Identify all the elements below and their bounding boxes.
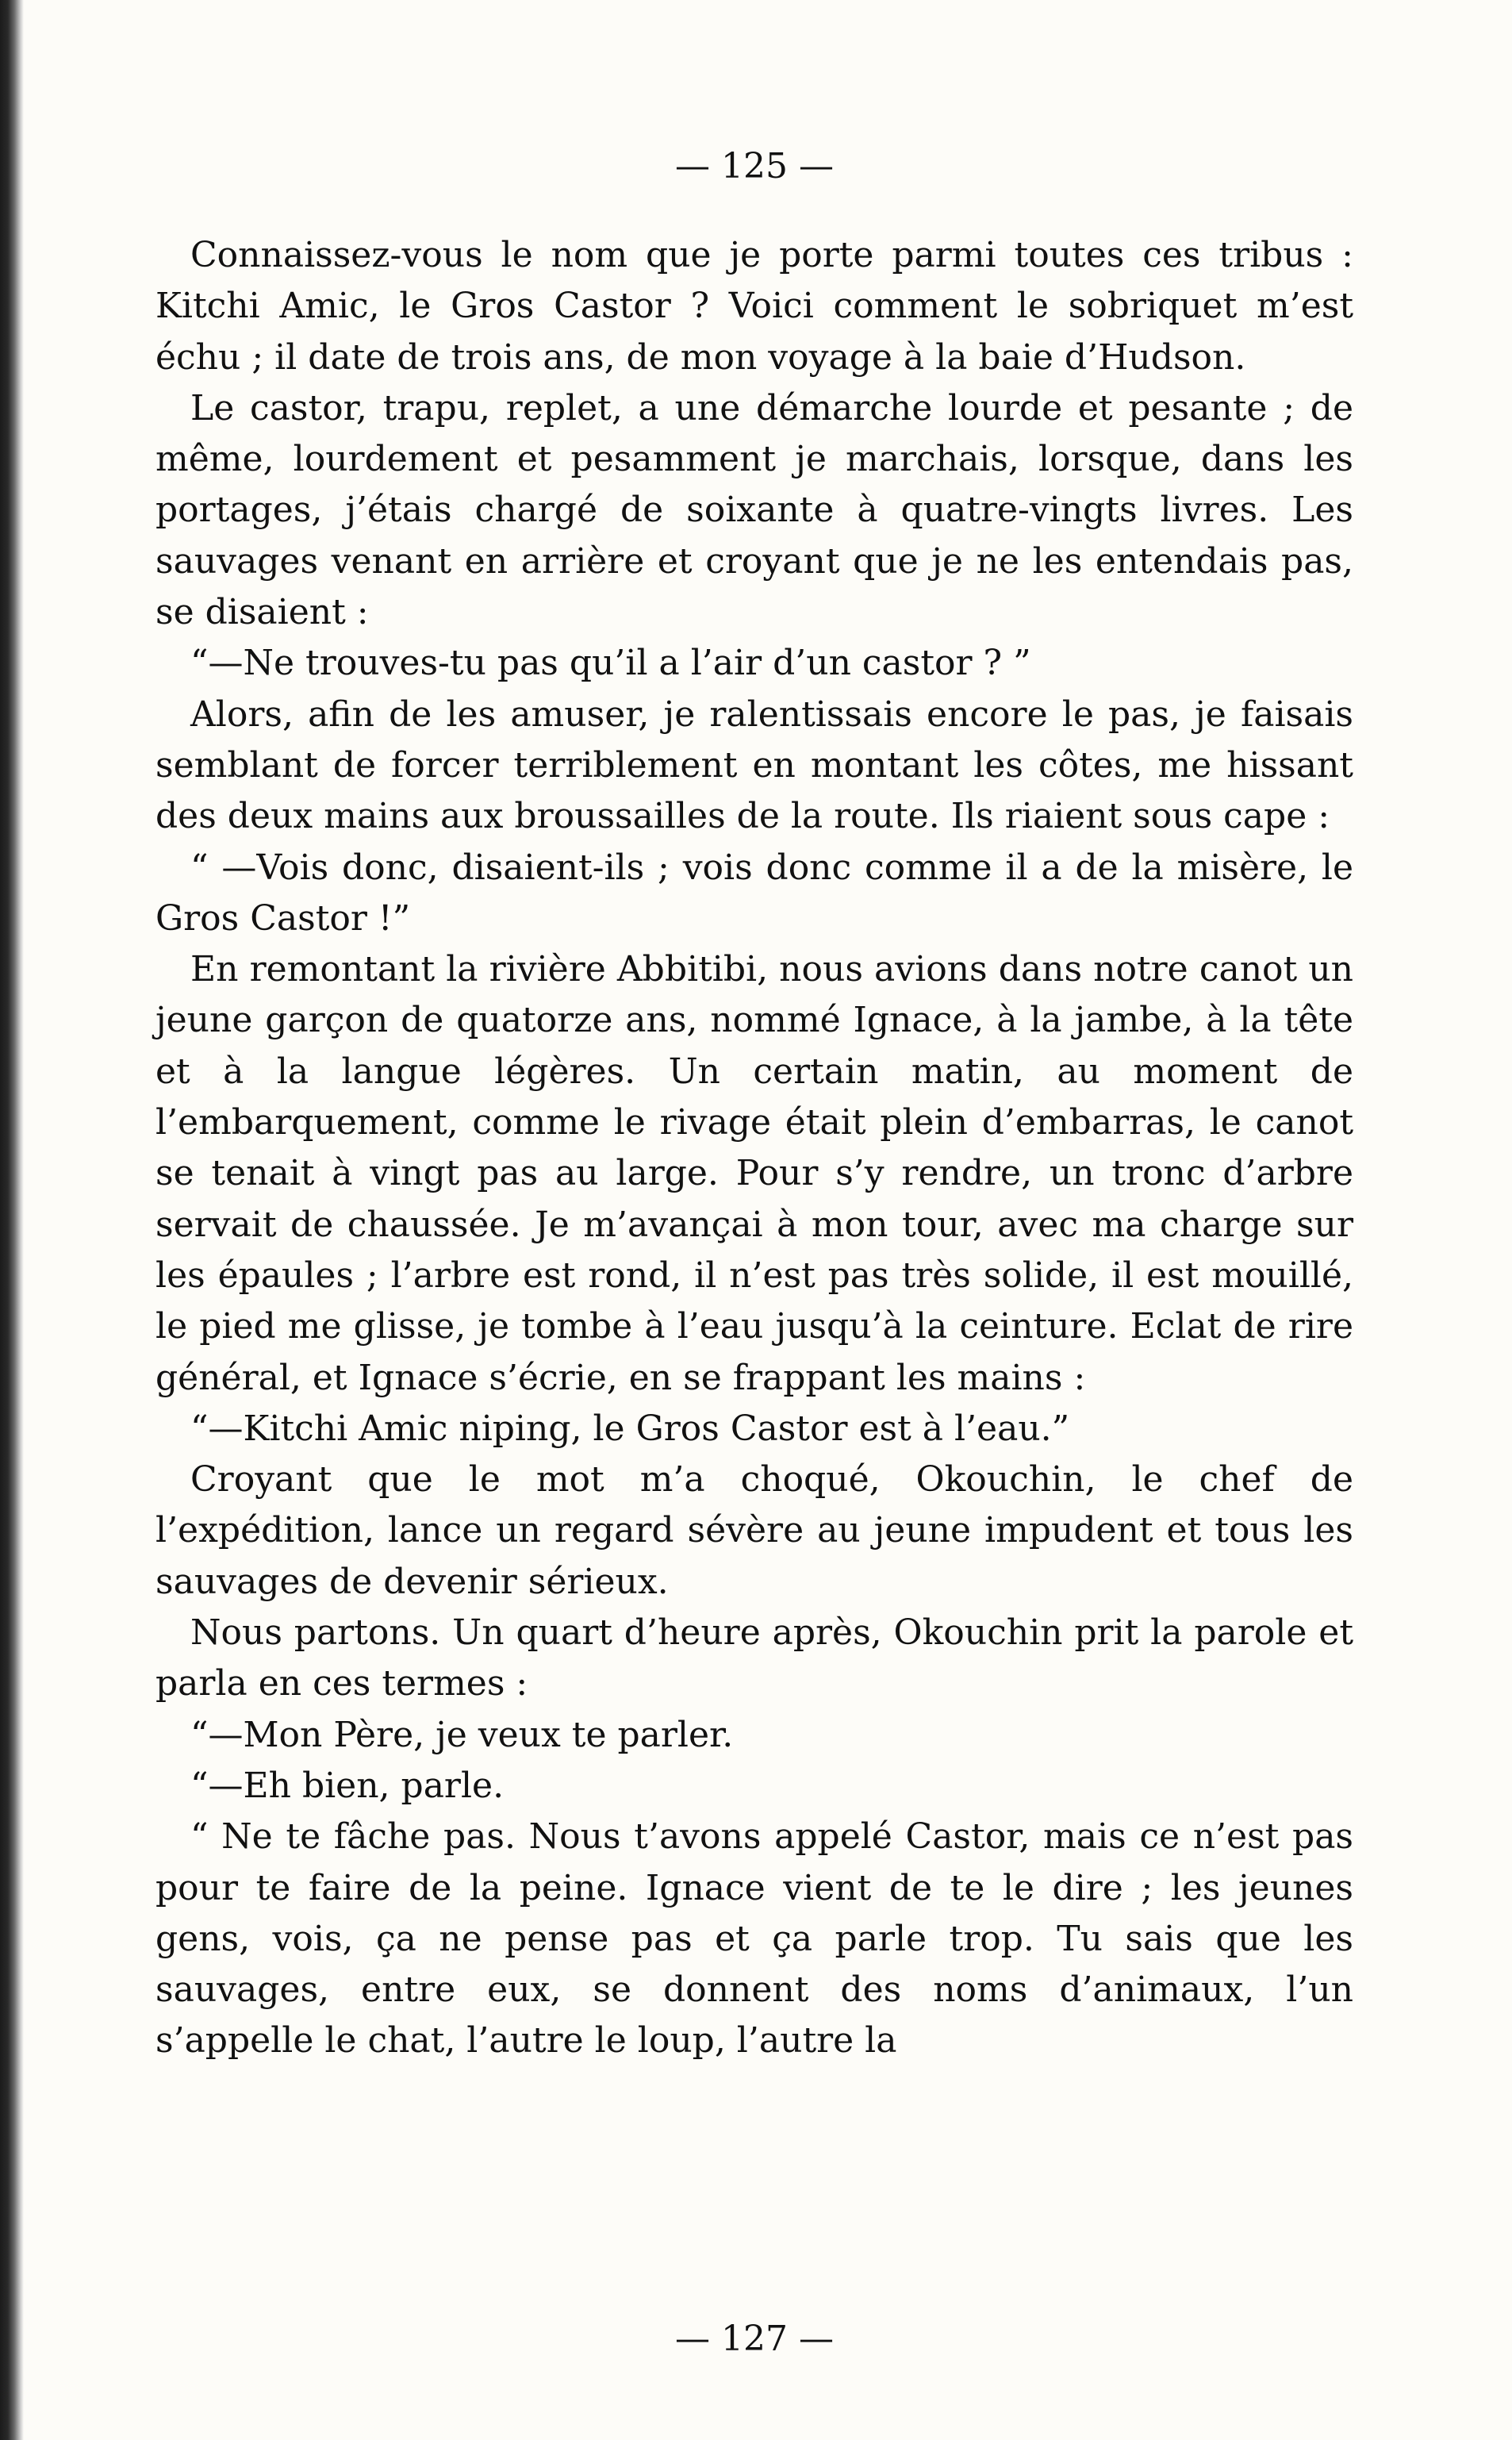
paragraph-1: Connaissez-vous le nom que je porte parmi toutes ces tribus : Kitchi Amic, le Gros Castor ? Voici comment le sobriquet m’est échu ; il date de trois ans, de mon voyage à la baie d’Hudson. <box>155 235 1353 378</box>
paragraph-3: “—Ne trouves-tu pas qu’il a l’air d’un castor ? ” <box>190 643 1031 684</box>
book-binding-edge <box>0 0 24 2440</box>
paragraph-10: “—Mon Père, je veux te parler. <box>190 1714 734 1755</box>
paragraph-2: Le castor, trapu, replet, a une démarche lourde et pesante ; de même, lourdement et pesamment je marchais, lorsque, dans les portages, j’étais chargé de soixante à quatre-vingts livres. Les sauvages venant en arrière et croyant que je ne les entendais pas, se disaient : <box>155 387 1353 633</box>
paragraph-12: “ Ne te fâche pas. Nous t’avons appelé Castor, mais ce n’est pas pour te faire de la peine. Ignace vient de te le dire ; les jeunes gens, vois, ça ne pense pas et ça parle trop. Tu sais que les sauvages, entre eux, se donnent des noms d’animaux, l’un s’appelle le chat, l’autre le loup, l’autre la <box>155 1816 1353 2062</box>
paragraph-11: “—Eh bien, parle. <box>190 1765 505 1806</box>
paragraph-9: Nous partons. Un quart d’heure après, Okouchin prit la parole et parla en ces termes : <box>155 1612 1353 1704</box>
paragraph-5: “ —Vois donc, disaient-ils ; vois donc comme il a de la misère, le Gros Castor !” <box>155 847 1353 939</box>
page-header-number: — 125 — <box>675 146 834 186</box>
paragraph-4: Alors, afin de les amuser, je ralentissais encore le pas, je faisais semblant de forcer terriblement en montant les côtes, me hissant des deux mains aux broussailles de la route. Ils riaient sous cape : <box>155 694 1353 837</box>
book-page <box>155 143 1353 2067</box>
paragraph-6: En remontant la rivière Abbitibi, nous avions dans notre canot un jeune garçon de quatorze ans, nommé Ignace, à la jambe, à la tête et à la langue légères. Un certain matin, au moment de l’embarquement, comme le rivage était plein d’embarras, le canot se tenait à vingt pas au large. Pour s’y rendre, un tronc d’arbre servait de chaussée. Je m’avançai à mon tour, avec ma charge sur les épaules ; l’arbre est rond, il n’est pas très solide, il est mouillé, le pied me glisse, je tombe à l’eau jusqu’à la ceinture. Eclat de rire général, et Ignace s’écrie, en se frappant les mains : <box>155 949 1353 1398</box>
page-footer-number: — 127 — <box>675 2319 834 2359</box>
paragraph-7: “—Kitchi Amic niping, le Gros Castor est à l’eau.” <box>190 1408 1070 1449</box>
paragraph-8: Croyant que le mot m’a choqué, Okouchin, le chef de l’expédition, lance un regard sévère au jeune impudent et tous les sauvages de devenir sérieux. <box>155 1459 1353 1602</box>
